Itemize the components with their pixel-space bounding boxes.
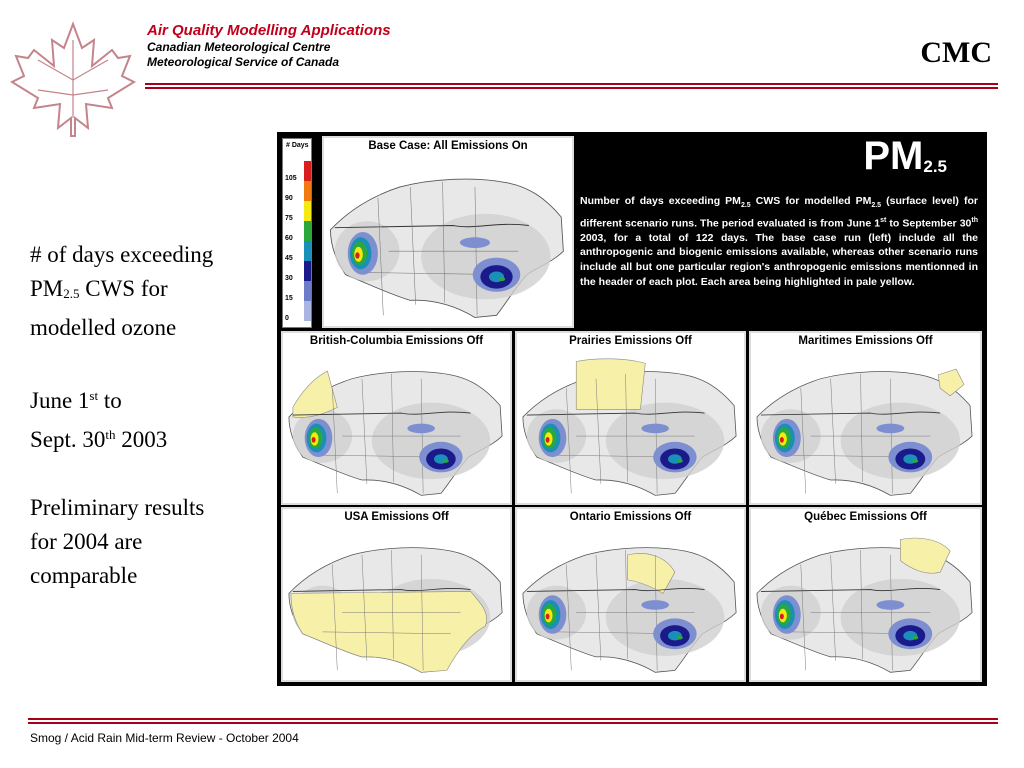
side-sub: 2.5: [63, 286, 80, 301]
cmc-logo-text: CMC: [920, 36, 992, 69]
west-exceedance-area: [546, 437, 550, 443]
legend-tick-label: 0: [285, 315, 289, 322]
legend-title: # Days: [286, 142, 309, 149]
legend-swatch: [304, 221, 311, 241]
days-legend: [282, 138, 312, 328]
legend-swatch: [304, 301, 311, 321]
side-line: CWS for: [79, 276, 168, 301]
desc-sub: 2.5: [740, 202, 751, 210]
highlighted-region: [293, 371, 337, 417]
figure-description: [580, 194, 978, 289]
header-service: Meteorological Service of Canada: [147, 55, 340, 69]
side-line: for 2004 are: [30, 529, 143, 554]
side-line: Preliminary results: [30, 495, 205, 520]
header-text: [147, 22, 391, 70]
pm25-title: [863, 134, 947, 179]
west-exceedance-area: [546, 614, 550, 620]
legend-tick-label: 60: [285, 235, 293, 242]
panel-title: Québec Emissions Off: [751, 509, 980, 526]
west-exceedance-area: [780, 614, 784, 620]
midwest-exceedance-area: [460, 237, 490, 248]
midwest-exceedance-area: [641, 424, 669, 434]
header-org: Canadian Meteorological Centre: [147, 40, 331, 54]
pm25-figure: [277, 132, 987, 686]
side-line: modelled ozone: [30, 315, 177, 340]
maple-leaf-icon: [8, 20, 138, 138]
pm-title-text: PM: [863, 134, 924, 178]
map-panel-usa-off: [281, 507, 512, 682]
side-line: PM: [30, 276, 64, 301]
side-paragraph-1: [30, 238, 270, 345]
panel-title: Base Case: All Emissions On: [324, 138, 572, 155]
side-line: comparable: [30, 563, 138, 588]
side-sup: st: [89, 388, 99, 403]
east-exceedance-area: [677, 636, 683, 640]
panel-title: British-Columbia Emissions Off: [283, 333, 510, 350]
footer-text: Smog / Acid Rain Mid-term Review - October 2004: [30, 731, 299, 745]
header-title: Air Quality Modelling Applications: [147, 22, 391, 39]
desc-text: 2003, for a total of 122 days. The base case run (left) include all the anthropogenic and biogenic emissions available, whereas other scenario runs include all but one particular region's anthropogenic emissions mentionned in the header of each plot. Each area being highlighted in pale yellow.: [580, 231, 978, 288]
panel-title: Prairies Emissions Off: [517, 333, 744, 350]
east-exceedance-area: [499, 277, 505, 281]
midwest-exceedance-area: [407, 424, 435, 434]
panel-title: Ontario Emissions Off: [517, 509, 744, 526]
legend-swatch: [304, 201, 311, 221]
map-panel-maritimes-off: [749, 331, 982, 505]
legend-swatch: [304, 181, 311, 201]
east-exceedance-area: [912, 459, 918, 463]
west-exceedance-area: [355, 252, 359, 258]
legend-tick-label: 30: [285, 275, 293, 282]
desc-sup: th: [971, 216, 978, 224]
legend-tick-label: 15: [285, 295, 293, 302]
side-line: 2003: [115, 427, 168, 452]
desc-text: (surface level) for different scenario runs. The period evaluated is from June 1: [580, 195, 978, 230]
east-exceedance-area: [912, 636, 918, 640]
legend-swatch: [304, 241, 311, 261]
midwest-exceedance-area: [876, 424, 904, 434]
side-paragraph-3: [30, 491, 270, 593]
header-rule: [145, 83, 998, 89]
map-bc-off: [283, 350, 510, 503]
side-line: # of days exceeding: [30, 242, 214, 267]
map-panel-bc-off: [281, 331, 512, 505]
map-panel-base-case: [322, 136, 574, 328]
map-panel-quebec-off: [749, 507, 982, 682]
legend-tick-label: 75: [285, 215, 293, 222]
map-usa-off: [283, 526, 510, 680]
legend-swatch: [304, 161, 311, 181]
highlighted-region: [576, 359, 645, 409]
legend-swatch: [304, 261, 311, 281]
west-exceedance-area: [780, 437, 784, 443]
legend-tick-label: 45: [285, 255, 293, 262]
legend-swatch: [304, 281, 311, 301]
map-prairies-off: [517, 350, 744, 503]
legend-tick-label: 105: [285, 175, 297, 182]
map-panel-ontario-off: [515, 507, 746, 682]
desc-sub: 2.5: [871, 202, 882, 210]
midwest-exceedance-area: [876, 600, 904, 610]
panel-title: USA Emissions Off: [283, 509, 510, 526]
side-line: to: [98, 388, 122, 413]
pm-title-sub: 2.5: [923, 157, 947, 176]
map-ontario-off: [517, 526, 744, 680]
side-paragraph-2: [30, 379, 270, 457]
map-quebec-off: [751, 526, 980, 680]
east-exceedance-area: [677, 459, 683, 463]
side-sup: th: [105, 427, 116, 442]
desc-text: to September 30: [886, 217, 972, 230]
west-exceedance-area: [312, 437, 316, 443]
desc-text: Number of days exceeding PM: [580, 195, 741, 207]
map-maritimes-off: [751, 350, 980, 503]
highlighted-region: [291, 591, 487, 672]
panel-title: Maritimes Emissions Off: [751, 333, 980, 350]
side-line: Sept. 30: [30, 427, 106, 452]
east-exceedance-area: [443, 459, 449, 463]
map-panel-prairies-off: [515, 331, 746, 505]
side-line: June 1: [30, 388, 90, 413]
desc-sup: st: [880, 216, 887, 224]
footer-rule: [28, 718, 998, 724]
side-text: [30, 238, 270, 627]
midwest-exceedance-area: [641, 600, 669, 610]
legend-tick-label: 90: [285, 195, 293, 202]
map-base-case: [324, 155, 572, 326]
desc-text: CWS for modelled PM: [750, 195, 872, 207]
